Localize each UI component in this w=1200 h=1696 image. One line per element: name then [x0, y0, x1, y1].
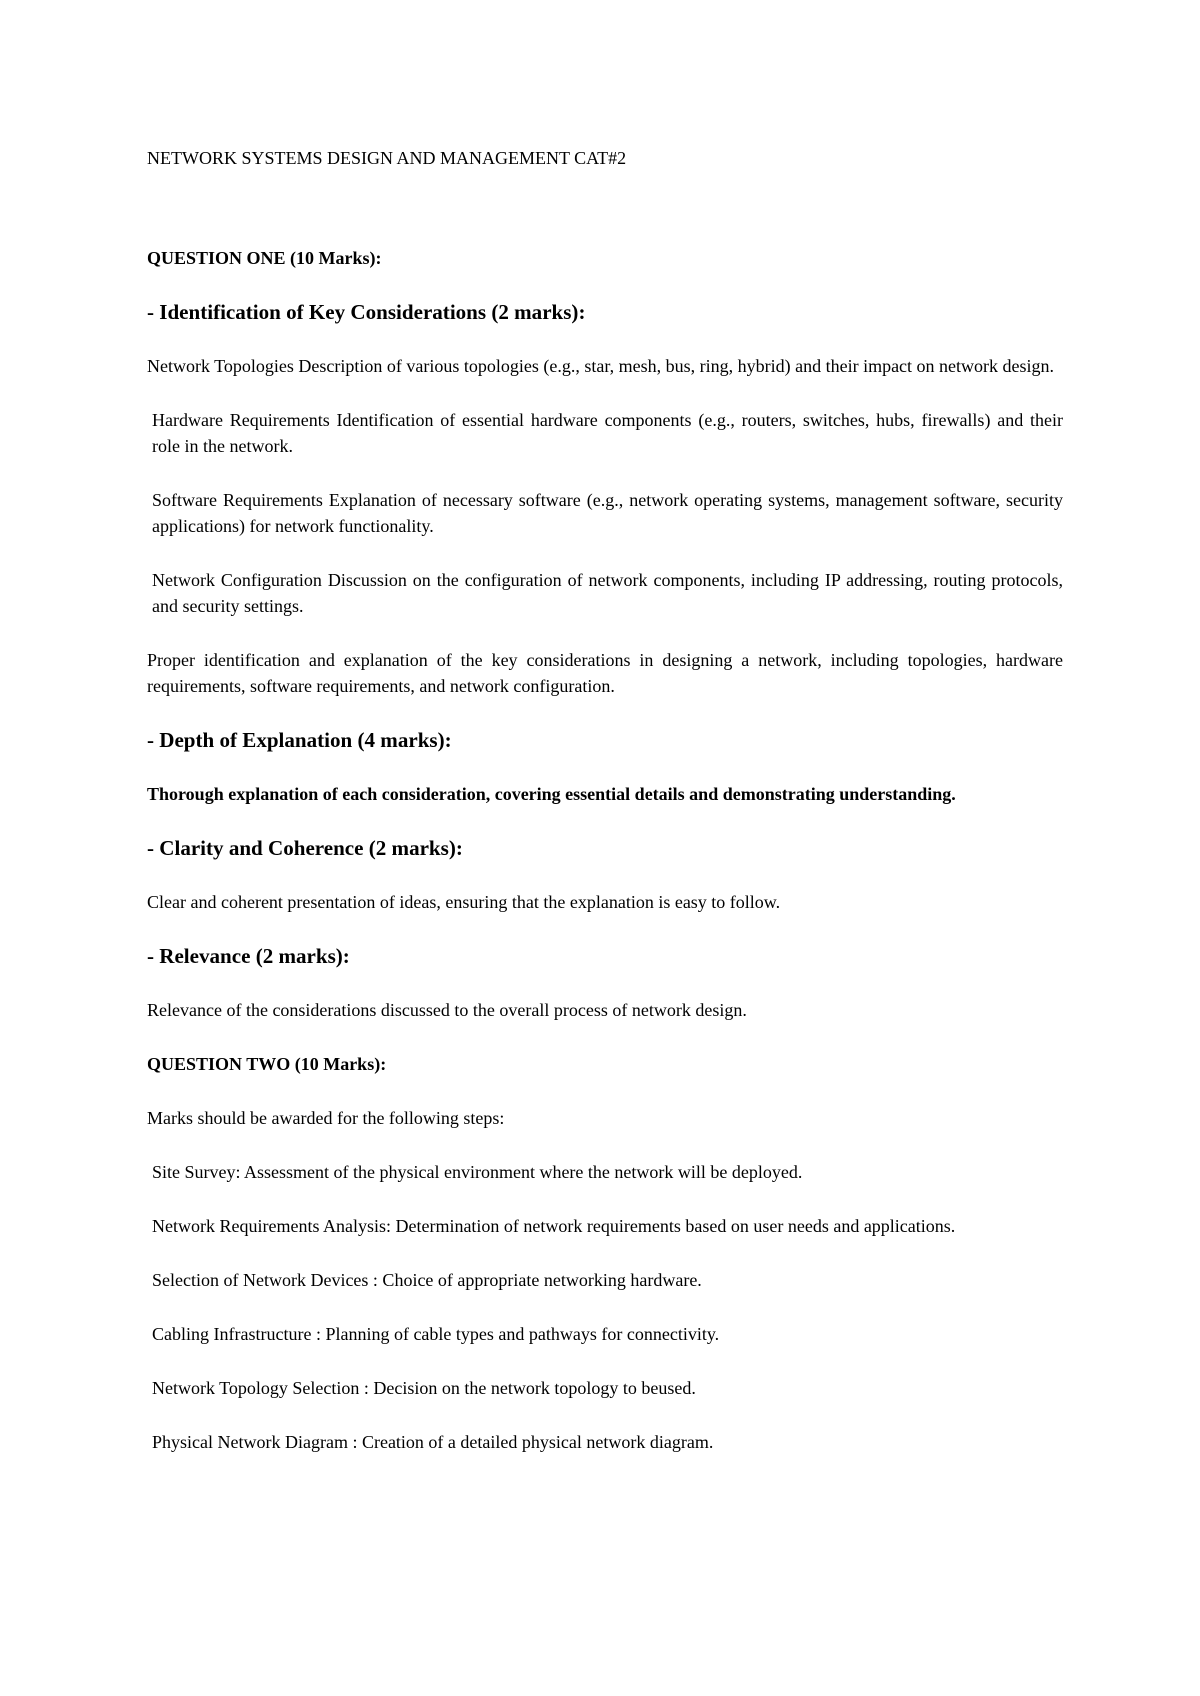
step-topology-selection: Network Topology Selection : Decision on the network topology to beused.: [152, 1378, 696, 1398]
clarity-heading: - Clarity and Coherence (2 marks):: [147, 836, 463, 860]
question-one-heading: QUESTION ONE (10 Marks):: [147, 248, 382, 268]
software-paragraph: Software Requirements Explanation of necessary software (e.g., network operating systems, management software, security applications) for network functionality.: [152, 490, 1063, 536]
step-site-survey: Site Survey: Assessment of the physical environment where the network will be deployed.: [152, 1162, 803, 1182]
hardware-paragraph: Hardware Requirements Identification of essential hardware components (e.g., routers, switches, hubs, firewalls) and their role in the network.: [152, 410, 1063, 456]
relevance-heading: - Relevance (2 marks):: [147, 944, 350, 968]
summary-paragraph: Proper identification and explanation of the key considerations in designing a network, including topologies, hardware requirements, software requirements, and network configuration.: [147, 650, 1063, 696]
depth-paragraph: Thorough explanation of each consideration, covering essential details and demonstrating understanding.: [147, 784, 956, 804]
relevance-paragraph: Relevance of the considerations discussed to the overall process of network design.: [147, 1000, 747, 1020]
question-two-intro: Marks should be awarded for the following steps:: [147, 1108, 505, 1128]
step-cabling: Cabling Infrastructure : Planning of cable types and pathways for connectivity.: [152, 1324, 720, 1344]
identification-heading: - Identification of Key Considerations (2 marks):: [147, 300, 586, 324]
topologies-paragraph: Network Topologies Description of various topologies (e.g., star, mesh, bus, ring, hybrid) and their impact on network design.: [147, 356, 1055, 376]
step-device-selection: Selection of Network Devices : Choice of appropriate networking hardware.: [152, 1270, 702, 1290]
document-body: [147, 145, 1063, 1455]
step-requirements-analysis: Network Requirements Analysis: Determination of network requirements based on user needs and applications.: [152, 1216, 956, 1236]
configuration-paragraph: Network Configuration Discussion on the configuration of network components, including IP addressing, routing protocols, and security settings.: [152, 570, 1063, 616]
question-two-heading: QUESTION TWO (10 Marks):: [147, 1054, 387, 1074]
step-physical-diagram: Physical Network Diagram : Creation of a detailed physical network diagram.: [152, 1432, 714, 1452]
document-title: NETWORK SYSTEMS DESIGN AND MANAGEMENT CAT#2: [147, 148, 627, 168]
depth-heading: - Depth of Explanation (4 marks):: [147, 728, 452, 752]
clarity-paragraph: Clear and coherent presentation of ideas, ensuring that the explanation is easy to follow.: [147, 892, 781, 912]
